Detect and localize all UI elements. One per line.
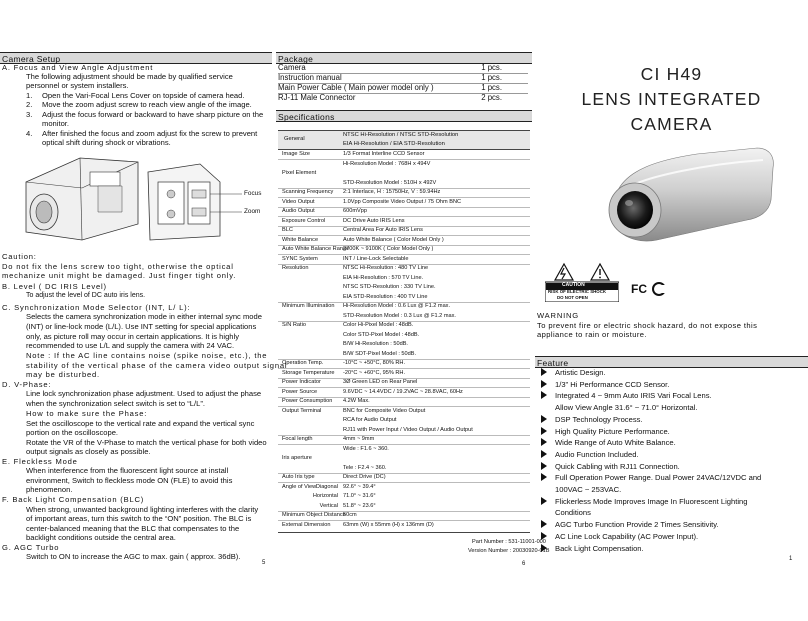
step-text: optical shift during shock or vibrations.	[42, 138, 171, 147]
angle-sub-label-text: Horizontal	[312, 493, 338, 499]
feature-text: High Quality Picture Performance.	[555, 426, 670, 436]
caution-line: Do not fix the lens screw too tight, otherwise the optical	[2, 262, 234, 271]
feature-continuation: Conditions	[555, 508, 591, 518]
feature-item	[541, 532, 698, 541]
section-b-text: To adjust the level of DC auto iris lens.	[26, 292, 146, 299]
spec-key: Angle of View	[282, 483, 317, 490]
spec-table	[278, 130, 530, 533]
camera-body-drawing	[26, 158, 138, 240]
spec-row	[278, 464, 530, 473]
section-d-howto: How to make sure the Phase:	[26, 409, 148, 418]
spec-value: STD-Resolution Model : 0.3 Lux @ F1.2 max.	[343, 312, 456, 319]
angle-sub-label	[278, 483, 338, 492]
section-f-line: of important areas, turn this switch to the “ON” position. The BLC is	[26, 514, 252, 523]
spec-value: Direct Drive (DC)	[343, 474, 386, 480]
section-f-title: F. Back Light Compensation (BLC)	[2, 495, 145, 504]
spec-general-value: NTSC Hi-Resolution / NTSC STD-Resolution	[343, 132, 459, 138]
feature-text: DSP Technology Process.	[555, 414, 643, 424]
product-title-line: CI H49	[640, 64, 703, 84]
spec-value: INT / Line-Lock Selectable	[343, 255, 409, 262]
zoom-label: Zoom	[244, 208, 261, 215]
feature-item	[541, 520, 719, 529]
spec-row	[278, 350, 530, 359]
lightning-warning-icon	[555, 264, 573, 280]
feature-item	[541, 497, 747, 506]
feature-text: Quick Cabling with RJ11 Connection.	[555, 461, 680, 471]
package-item-name: Camera	[278, 63, 306, 72]
angle-sub-label-text: Diagonal	[315, 483, 338, 490]
spec-value: 3Ø Green LED on Rear Panel	[343, 379, 418, 385]
spec-row	[278, 198, 530, 207]
step-number: 4.	[26, 129, 33, 138]
spec-key: Auto Iris type	[282, 474, 315, 480]
spec-value: -20°C ~ +60°C, 95% RH.	[343, 369, 405, 376]
feature-item	[541, 380, 669, 389]
section-f-line: backlight conditions outside the central area.	[26, 533, 176, 542]
spec-key: Resolution	[282, 265, 309, 271]
spec-row	[278, 312, 530, 321]
specifications-header: Specifications	[276, 110, 532, 122]
feature-text: AGC Turbo Function Provide 2 Times Sensitivity.	[555, 520, 719, 530]
spec-row	[278, 388, 530, 397]
section-d-line: Line lock synchronization phase adjustment. Used to adjust the phase	[26, 389, 262, 398]
feature-header: Feature	[535, 356, 808, 368]
spec-key: Auto White Balance Range	[282, 246, 350, 252]
spec-value: Central Area For Auto IRIS Lens	[343, 227, 423, 233]
section-c-note: Note : If the AC line contains noise (spike noise, etc.), the	[26, 351, 268, 360]
spec-row	[278, 445, 530, 454]
spec-row	[278, 359, 530, 368]
spec-value: DC Drive Auto IRIS Lens	[343, 217, 405, 224]
spec-key: Pixel Element	[282, 170, 317, 176]
spec-row	[278, 331, 530, 340]
spec-key: Power Indicator	[282, 379, 321, 385]
spec-key: S/N Ratio	[282, 322, 306, 328]
package-item-name: Main Power Cable ( Main power model only )	[278, 83, 434, 92]
spec-row	[278, 217, 530, 226]
spec-row	[278, 473, 530, 482]
feature-item	[541, 391, 712, 400]
spec-row	[278, 369, 530, 378]
package-header: Package	[276, 52, 532, 64]
bullet-triangle-icon	[541, 544, 547, 552]
lens-cover-detail-drawing	[148, 164, 242, 240]
section-e-line: environment, Switch to fleckless mode ON (FLE) to avoid this	[26, 476, 233, 485]
spec-row	[278, 302, 530, 311]
spec-value: 92.6° ~ 39.4°	[343, 483, 376, 490]
feature-item	[541, 544, 644, 553]
bullet-triangle-icon	[541, 415, 547, 423]
spec-key: Operation Temp.	[282, 360, 324, 366]
spec-key: Video Output	[282, 198, 315, 205]
section-d-line: portion on the oscilloscope.	[26, 428, 119, 437]
section-d-line: output signals as closely as possible.	[26, 447, 151, 456]
spec-value: Auto White Balance ( Color Model Only )	[343, 236, 444, 243]
spec-value: B/W SDT-Pixel Model : 50dB.	[343, 350, 417, 357]
bullet-triangle-icon	[541, 438, 547, 446]
step-text: Move the zoom adjust screw to reach view angle of the image.	[42, 100, 252, 109]
section-c-line: (INT) or line-lock mode (L/L). Use INT setting for special applications	[26, 322, 257, 331]
spec-value: Color Hi-Pixel Model : 48dB.	[343, 322, 414, 328]
page-number: 1	[789, 556, 793, 562]
bullet-triangle-icon	[541, 473, 547, 481]
feature-item	[541, 427, 670, 436]
bullet-triangle-icon	[541, 532, 547, 540]
spec-row	[278, 321, 530, 330]
package-item-qty: 1 pcs.	[481, 83, 502, 92]
section-a-intro-1: The following adjustment should be made by qualified service	[26, 72, 233, 81]
spec-row	[278, 274, 530, 283]
feature-text: Flickerless Mode Improves Image In Fluorescent Lighting	[555, 496, 748, 506]
section-d-title: D. V-Phase:	[2, 380, 52, 389]
caution-title: Caution:	[2, 252, 37, 261]
section-c-note: stability of the vertical phase of the camera video output signal	[26, 361, 288, 370]
spec-value: 600mVpp	[343, 208, 367, 214]
angle-sub-label-text: Vertical	[319, 502, 338, 509]
section-a-intro-2: personnel or system installers.	[26, 81, 129, 90]
spec-row	[278, 378, 530, 387]
spec-value: Hi-Resolution Model : 0.6 Lux @ F1.2 max.	[343, 303, 451, 309]
spec-key: White Balance	[282, 236, 319, 243]
section-d-line: Set the oscilloscope to the vertical rate and expand the vertical sync	[26, 419, 255, 428]
package-row	[278, 93, 528, 103]
spec-key: Audio Output	[282, 208, 315, 214]
package-item-qty: 2 pcs.	[481, 93, 502, 102]
spec-key: Output Terminal	[282, 407, 322, 414]
spec-key: Iris aperture	[282, 455, 312, 461]
spec-value: STD-Resolution Model : 510H x 492V	[343, 179, 437, 186]
spec-row	[278, 264, 530, 273]
section-e-line: When interference from the fluorescent light source at install	[26, 466, 229, 475]
feature-item	[541, 473, 761, 482]
spec-value: 63mm (W) x 55mm (H) x 136mm (D)	[343, 521, 434, 528]
spec-value: Tele : F2.4 ~ 360.	[343, 464, 387, 471]
spec-row	[278, 245, 530, 254]
version-number: Version Number : 20030920-01B	[468, 548, 550, 554]
spec-key: External Dimension	[282, 521, 331, 528]
spec-key: Exposure Control	[282, 217, 326, 224]
step-text: Open the Vari-Focal Lens Cover on topside of camera head.	[42, 91, 245, 100]
section-c-line: Selects the camera synchronization mode in either internal sync mode	[26, 312, 262, 321]
spec-row	[278, 207, 530, 216]
bullet-triangle-icon	[541, 450, 547, 458]
spec-row	[278, 293, 530, 302]
spec-row	[278, 521, 530, 530]
page-number: 6	[522, 561, 526, 567]
bullet-triangle-icon	[541, 462, 547, 470]
package-item-qty: 1 pcs.	[481, 73, 502, 82]
section-c-note: may be disturbed.	[26, 370, 100, 379]
middle-column	[276, 0, 550, 621]
spec-row	[278, 407, 530, 416]
spec-key: BLC	[282, 227, 293, 233]
section-b-title: B. Level ( DC IRIS Level)	[2, 282, 107, 291]
spec-value: RCA for Audio Output	[343, 417, 397, 423]
feature-text: Full Operation Power Range. Dual Power 24VAC/12VDC and	[555, 473, 762, 483]
bullet-triangle-icon	[541, 520, 547, 528]
section-c-line: only, as picture roll may occur in certain applications. It is highly	[26, 332, 239, 341]
feature-text: Wide Range of Auto White Balance.	[555, 438, 676, 448]
section-e-title: E. Fleckless Mode	[2, 457, 78, 466]
feature-item	[541, 368, 606, 377]
spec-row	[278, 226, 530, 235]
spec-key: Minimum Illumination	[282, 303, 335, 309]
ce-mark-icon	[651, 281, 667, 297]
feature-text: Audio Function Included.	[555, 449, 639, 459]
spec-row	[278, 188, 530, 197]
spec-value: 2700K ~ 9100K ( Color Model Only )	[343, 246, 434, 252]
section-g-text: Switch to ON to increase the AGC to max. gain ( approx. 36dB).	[26, 552, 241, 561]
caution-label-top: CAUTION	[562, 282, 585, 288]
spec-value: EIA STD-Resolution : 400 TV Line	[343, 293, 428, 300]
section-f-line: center-balanced meaning that the BLC that compensates to the	[26, 524, 240, 533]
spec-value: NTSC STD-Resolution : 330 TV Line.	[343, 284, 436, 290]
spec-value: 1.0Vpp Composite Video Output / 75 Ohm BNC	[343, 198, 462, 205]
spec-value: 9.6VDC ~ 14.4VDC / 19.2VAC ~ 28.8VAC, 60Hz	[343, 388, 463, 395]
section-g-title: G. AGC Turbo	[2, 543, 60, 552]
spec-row	[278, 454, 530, 463]
product-title-line: CAMERA	[630, 114, 713, 134]
spec-row	[278, 416, 530, 425]
spec-row	[278, 255, 530, 264]
spec-general-value: EIA Hi-Resolution / EIA STD-Resolution	[343, 141, 445, 147]
feature-continuation: Allow View Angle 31.6° ~ 71.0° Horizontal.	[555, 403, 698, 413]
section-d-line: Rotate the VR of the V-Phase to match the vertical phase for both video	[26, 438, 267, 447]
section-a-title: A. Focus and View Angle Adjustment	[2, 63, 154, 72]
bullet-triangle-icon	[541, 497, 547, 505]
feature-text: Artistic Design.	[555, 368, 606, 377]
step-number: 2.	[26, 100, 33, 109]
spec-row	[278, 150, 530, 159]
angle-sub-label	[278, 502, 338, 511]
right-column	[535, 0, 808, 621]
spec-row	[278, 283, 530, 292]
spec-value: 71.0° ~ 31.6°	[343, 493, 376, 499]
spec-key: Focal length	[282, 436, 313, 442]
spec-row	[278, 426, 530, 435]
feature-item	[541, 450, 639, 459]
product-title-line: LENS INTEGRATED	[581, 89, 762, 109]
bullet-triangle-icon	[541, 427, 547, 435]
spec-row	[278, 160, 530, 169]
bullet-triangle-icon	[541, 391, 547, 399]
package-item-name: Instruction manual	[278, 73, 342, 82]
spec-key: Minimum Object Distance	[282, 512, 346, 518]
bullet-triangle-icon	[541, 368, 547, 376]
spec-key: Power Source	[282, 388, 318, 395]
step-text: Adjust the focus forward or backward to have sharp picture on the	[42, 110, 264, 119]
warning-line: To prevent fire or electric shock hazard, do not expose this	[537, 321, 758, 330]
spec-general-row	[278, 131, 530, 150]
section-c-title: C. Synchronization Mode Selector (INT, L/ L):	[2, 303, 191, 312]
package-item-name: RJ-11 Male Connector	[278, 93, 356, 102]
section-d-line: when the synchronization select switch is set to “L/L”.	[26, 399, 205, 408]
section-c-line: recommended to use L/L and supply the camera with 24 VAC.	[26, 341, 235, 350]
spec-value: EIA Hi-Resolution : 570 TV Line.	[343, 274, 424, 281]
spec-value: 51.8° ~ 23.6°	[343, 502, 376, 509]
spec-row	[278, 435, 530, 444]
spec-key: Power Consumption	[282, 398, 333, 404]
package-item-qty: 1 pcs.	[481, 63, 502, 72]
camera-setup-header: Camera Setup	[0, 52, 272, 64]
spec-value: Wide : F1.6 ~ 360.	[343, 445, 389, 452]
caution-label-bot: DO NOT OPEN	[557, 295, 588, 300]
step-number: 3.	[26, 110, 33, 119]
feature-item	[541, 415, 643, 424]
spec-general-label: General	[284, 136, 305, 142]
feature-item	[541, 438, 676, 447]
step-text: After finished the focus and zoom adjust fix the screw to prevent	[42, 129, 258, 138]
lens-adjust-figure	[20, 152, 260, 244]
spec-row	[278, 169, 530, 178]
feature-text: AC Line Lock Capability (AC Power Input).	[555, 531, 699, 541]
spec-value: 2:1 Interlace, H : 15750Hz, V : 59.94Hz	[343, 189, 441, 195]
spec-key: Storage Temperature	[282, 369, 335, 376]
spec-value: Hi-Resolution Model : 768H x 494V	[343, 160, 431, 167]
spec-row	[278, 397, 530, 406]
spec-row	[278, 340, 530, 349]
section-f-line: When strong, unwanted background lighting interferes with the clarity	[26, 505, 259, 514]
page-number: 5	[262, 560, 266, 566]
angle-sub-label	[278, 492, 338, 501]
part-number: Part Number : 531-11001-000	[472, 539, 546, 545]
feature-text: Integrated 4 ~ 9mm Auto IRIS Vari Focal Lens.	[555, 391, 712, 401]
spec-row	[278, 236, 530, 245]
fcc-logo: FC	[631, 282, 647, 296]
caution-line: mechanize unit might be damaged. Just finger tight only.	[2, 271, 237, 280]
spec-value: BNC for Composite Video Output	[343, 407, 426, 414]
spec-value: RJ11 with Power Input / Video Output / Audio Output	[343, 426, 473, 433]
spec-value: 4mm ~ 9mm	[343, 436, 375, 442]
bullet-triangle-icon	[541, 380, 547, 388]
spec-value: Color STD-Pixel Model : 48dB.	[343, 331, 420, 338]
spec-value: 50cm	[343, 512, 357, 518]
spec-row	[278, 511, 530, 520]
feature-item	[541, 462, 680, 471]
feature-continuation: 100VAC ~ 253VAC.	[555, 485, 622, 494]
left-column	[0, 0, 288, 621]
spec-value: B/W Hi-Resolution : 50dB.	[343, 341, 408, 347]
warning-line: appliance to rain or moisture.	[537, 330, 647, 339]
focus-label: Focus	[244, 190, 262, 197]
spec-key: SYNC System	[282, 255, 318, 262]
spec-value: -10°C ~ +50°C, 80% RH.	[343, 360, 405, 366]
spec-key: Image Size	[282, 151, 310, 157]
feature-text: 1/3” Hi Performance CCD Sensor.	[555, 379, 670, 389]
spec-value: 1/3 Format Interline CCD Sensor	[343, 151, 425, 157]
step-number: 1.	[26, 91, 33, 100]
spec-value: 4.2W Max.	[343, 398, 370, 404]
spec-row	[278, 179, 530, 188]
feature-text: Back Light Compensation.	[555, 543, 644, 553]
lens-glass	[617, 191, 653, 229]
step-text: monitor.	[42, 119, 70, 128]
spec-value: NTSC Hi-Resolution : 480 TV Line	[343, 265, 429, 271]
spec-key: Scanning Frequency	[282, 189, 334, 195]
warning-title: WARNING	[537, 311, 580, 320]
caution-label-mid: RISK OF ELECTRIC SHOCK	[548, 289, 607, 294]
section-e-line: phenomenon.	[26, 485, 73, 494]
camera-product-image	[587, 140, 777, 255]
